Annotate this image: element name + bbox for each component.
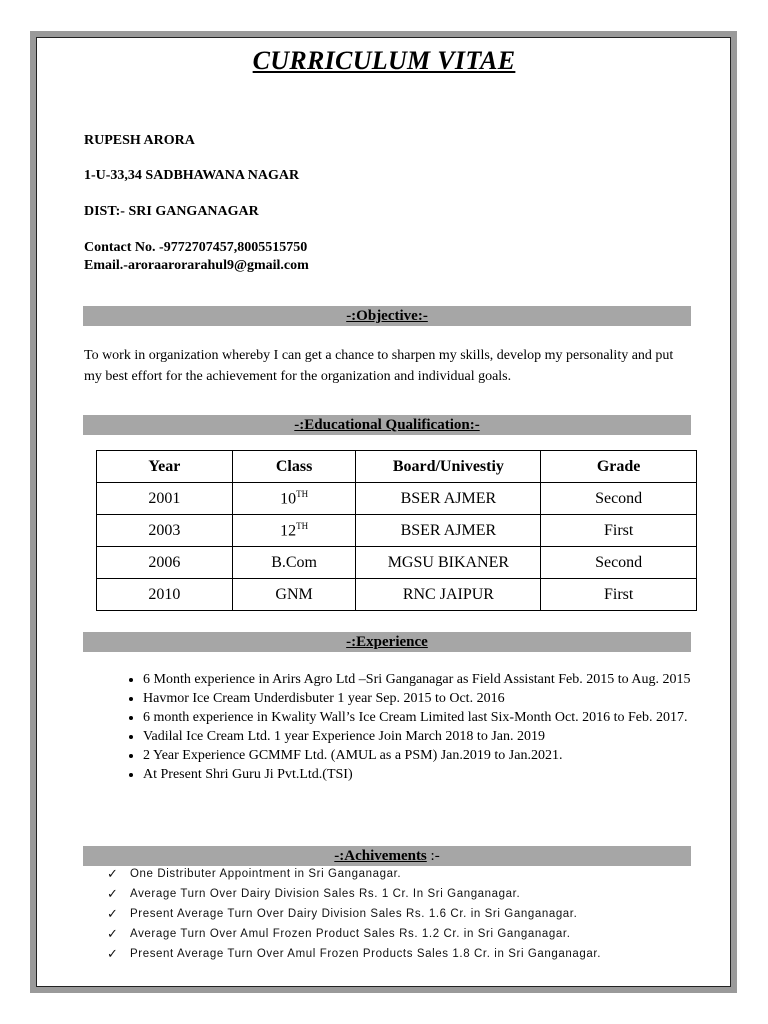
year-cell: 2010 <box>97 579 233 611</box>
achievement-text: Present Average Turn Over Dairy Division Sales Rs. 1.6 Cr. in Sri Ganganagar. <box>130 908 578 920</box>
achievements-heading-bar <box>83 846 691 866</box>
experience-heading: -:Experience <box>346 634 428 650</box>
column-header: Class <box>232 451 356 483</box>
column-header: Year <box>97 451 233 483</box>
list-item: • 2 Year Experience GCMMF Ltd. (AMUL as a PSM) Jan.2019 to Jan.2021. <box>143 746 713 765</box>
year-cell: 2006 <box>97 547 233 579</box>
achievements-list <box>107 864 667 964</box>
table-row <box>97 547 697 579</box>
district-line: DIST:- SRI GANGANAGAR <box>84 204 259 219</box>
objective-heading-bar <box>83 306 691 326</box>
check-icon: ✓ <box>107 886 119 901</box>
class-cell <box>232 547 356 579</box>
achievements-heading-suffix: :- <box>426 848 440 864</box>
achievement-text: Average Turn Over Amul Frozen Product Sales Rs. 1.2 Cr. in Sri Ganganagar. <box>130 928 571 940</box>
class-cell <box>232 483 356 515</box>
year-cell: 2003 <box>97 515 233 547</box>
list-item: • At Present Shri Guru Ji Pvt.Ltd.(TSI) <box>143 765 713 784</box>
contact-number: Contact No. -9772707457,8005515750 <box>84 240 308 255</box>
class-cell <box>232 515 356 547</box>
grade-cell: First <box>541 579 697 611</box>
achievement-text: Average Turn Over Dairy Division Sales Rs. 1 Cr. In Sri Ganganagar. <box>130 888 521 900</box>
candidate-name: RUPESH ARORA <box>84 133 195 148</box>
check-icon: ✓ <box>107 906 119 921</box>
table-row <box>97 483 697 515</box>
class-value: 12 <box>280 522 297 540</box>
experience-list <box>115 670 713 784</box>
board-cell: RNC JAIPUR <box>356 579 541 611</box>
grade-cell: Second <box>541 483 697 515</box>
objective-text: To work in organization whereby I can get a chance to sharpen my skills, develop my personality and put my best effort for the achievement for the organization and individual goals. <box>84 348 674 384</box>
check-icon: ✓ <box>107 866 119 881</box>
grade-cell: First <box>541 515 697 547</box>
class-value: B.Com <box>271 553 317 571</box>
year-cell: 2001 <box>97 483 233 515</box>
list-item: • 6 Month experience in Arirs Agro Ltd –Sri Ganganagar as Field Assistant Feb. 2015 to Aug. 2015 <box>143 670 713 689</box>
table-row <box>97 579 697 611</box>
grade-cell: Second <box>541 547 697 579</box>
list-item: • Havmor Ice Cream Underdisbuter 1 year Sep. 2015 to Oct. 2016 <box>143 689 713 708</box>
education-heading: -:Educational Qualification:- <box>294 417 480 433</box>
education-table <box>96 450 697 611</box>
class-cell <box>232 579 356 611</box>
table-header-row <box>97 451 697 483</box>
education-heading-bar <box>83 415 691 435</box>
list-item <box>107 904 667 924</box>
list-item <box>107 944 667 964</box>
address-line: 1-U-33,34 SADBHAWANA NAGAR <box>84 168 300 183</box>
board-cell: BSER AJMER <box>356 483 541 515</box>
column-header: Grade <box>541 451 697 483</box>
list-item: • Vadilal Ice Cream Ltd. 1 year Experience Join March 2018 to Jan. 2019 <box>143 727 713 746</box>
achievement-text: One Distributer Appointment in Sri Ganganagar. <box>130 868 402 880</box>
class-superscript: TH <box>296 488 309 499</box>
class-value: GNM <box>275 585 313 603</box>
email-address: Email.-aroraarorarahul9@gmail.com <box>84 258 309 273</box>
check-icon: ✓ <box>107 946 119 961</box>
achievements-heading: -:Achivements <box>334 848 427 864</box>
class-value: 10 <box>280 490 297 508</box>
experience-heading-bar <box>83 632 691 652</box>
check-icon: ✓ <box>107 926 119 941</box>
column-header: Board/Univestiy <box>356 451 541 483</box>
objective-heading: -:Objective:- <box>346 308 428 324</box>
list-item: • 6 month experience in Kwality Wall’s Ice Cream Limited last Six-Month Oct. 2016 to Feb. 2017. <box>143 708 713 727</box>
list-item <box>107 884 667 904</box>
table-row <box>97 515 697 547</box>
achievement-text: Present Average Turn Over Amul Frozen Products Sales 1.8 Cr. in Sri Ganganagar. <box>130 948 601 960</box>
class-superscript: TH <box>296 520 309 531</box>
list-item <box>107 924 667 944</box>
board-cell: BSER AJMER <box>356 515 541 547</box>
list-item <box>107 864 667 884</box>
document-title: CURRICULUM VITAE <box>252 46 516 75</box>
board-cell: MGSU BIKANER <box>356 547 541 579</box>
